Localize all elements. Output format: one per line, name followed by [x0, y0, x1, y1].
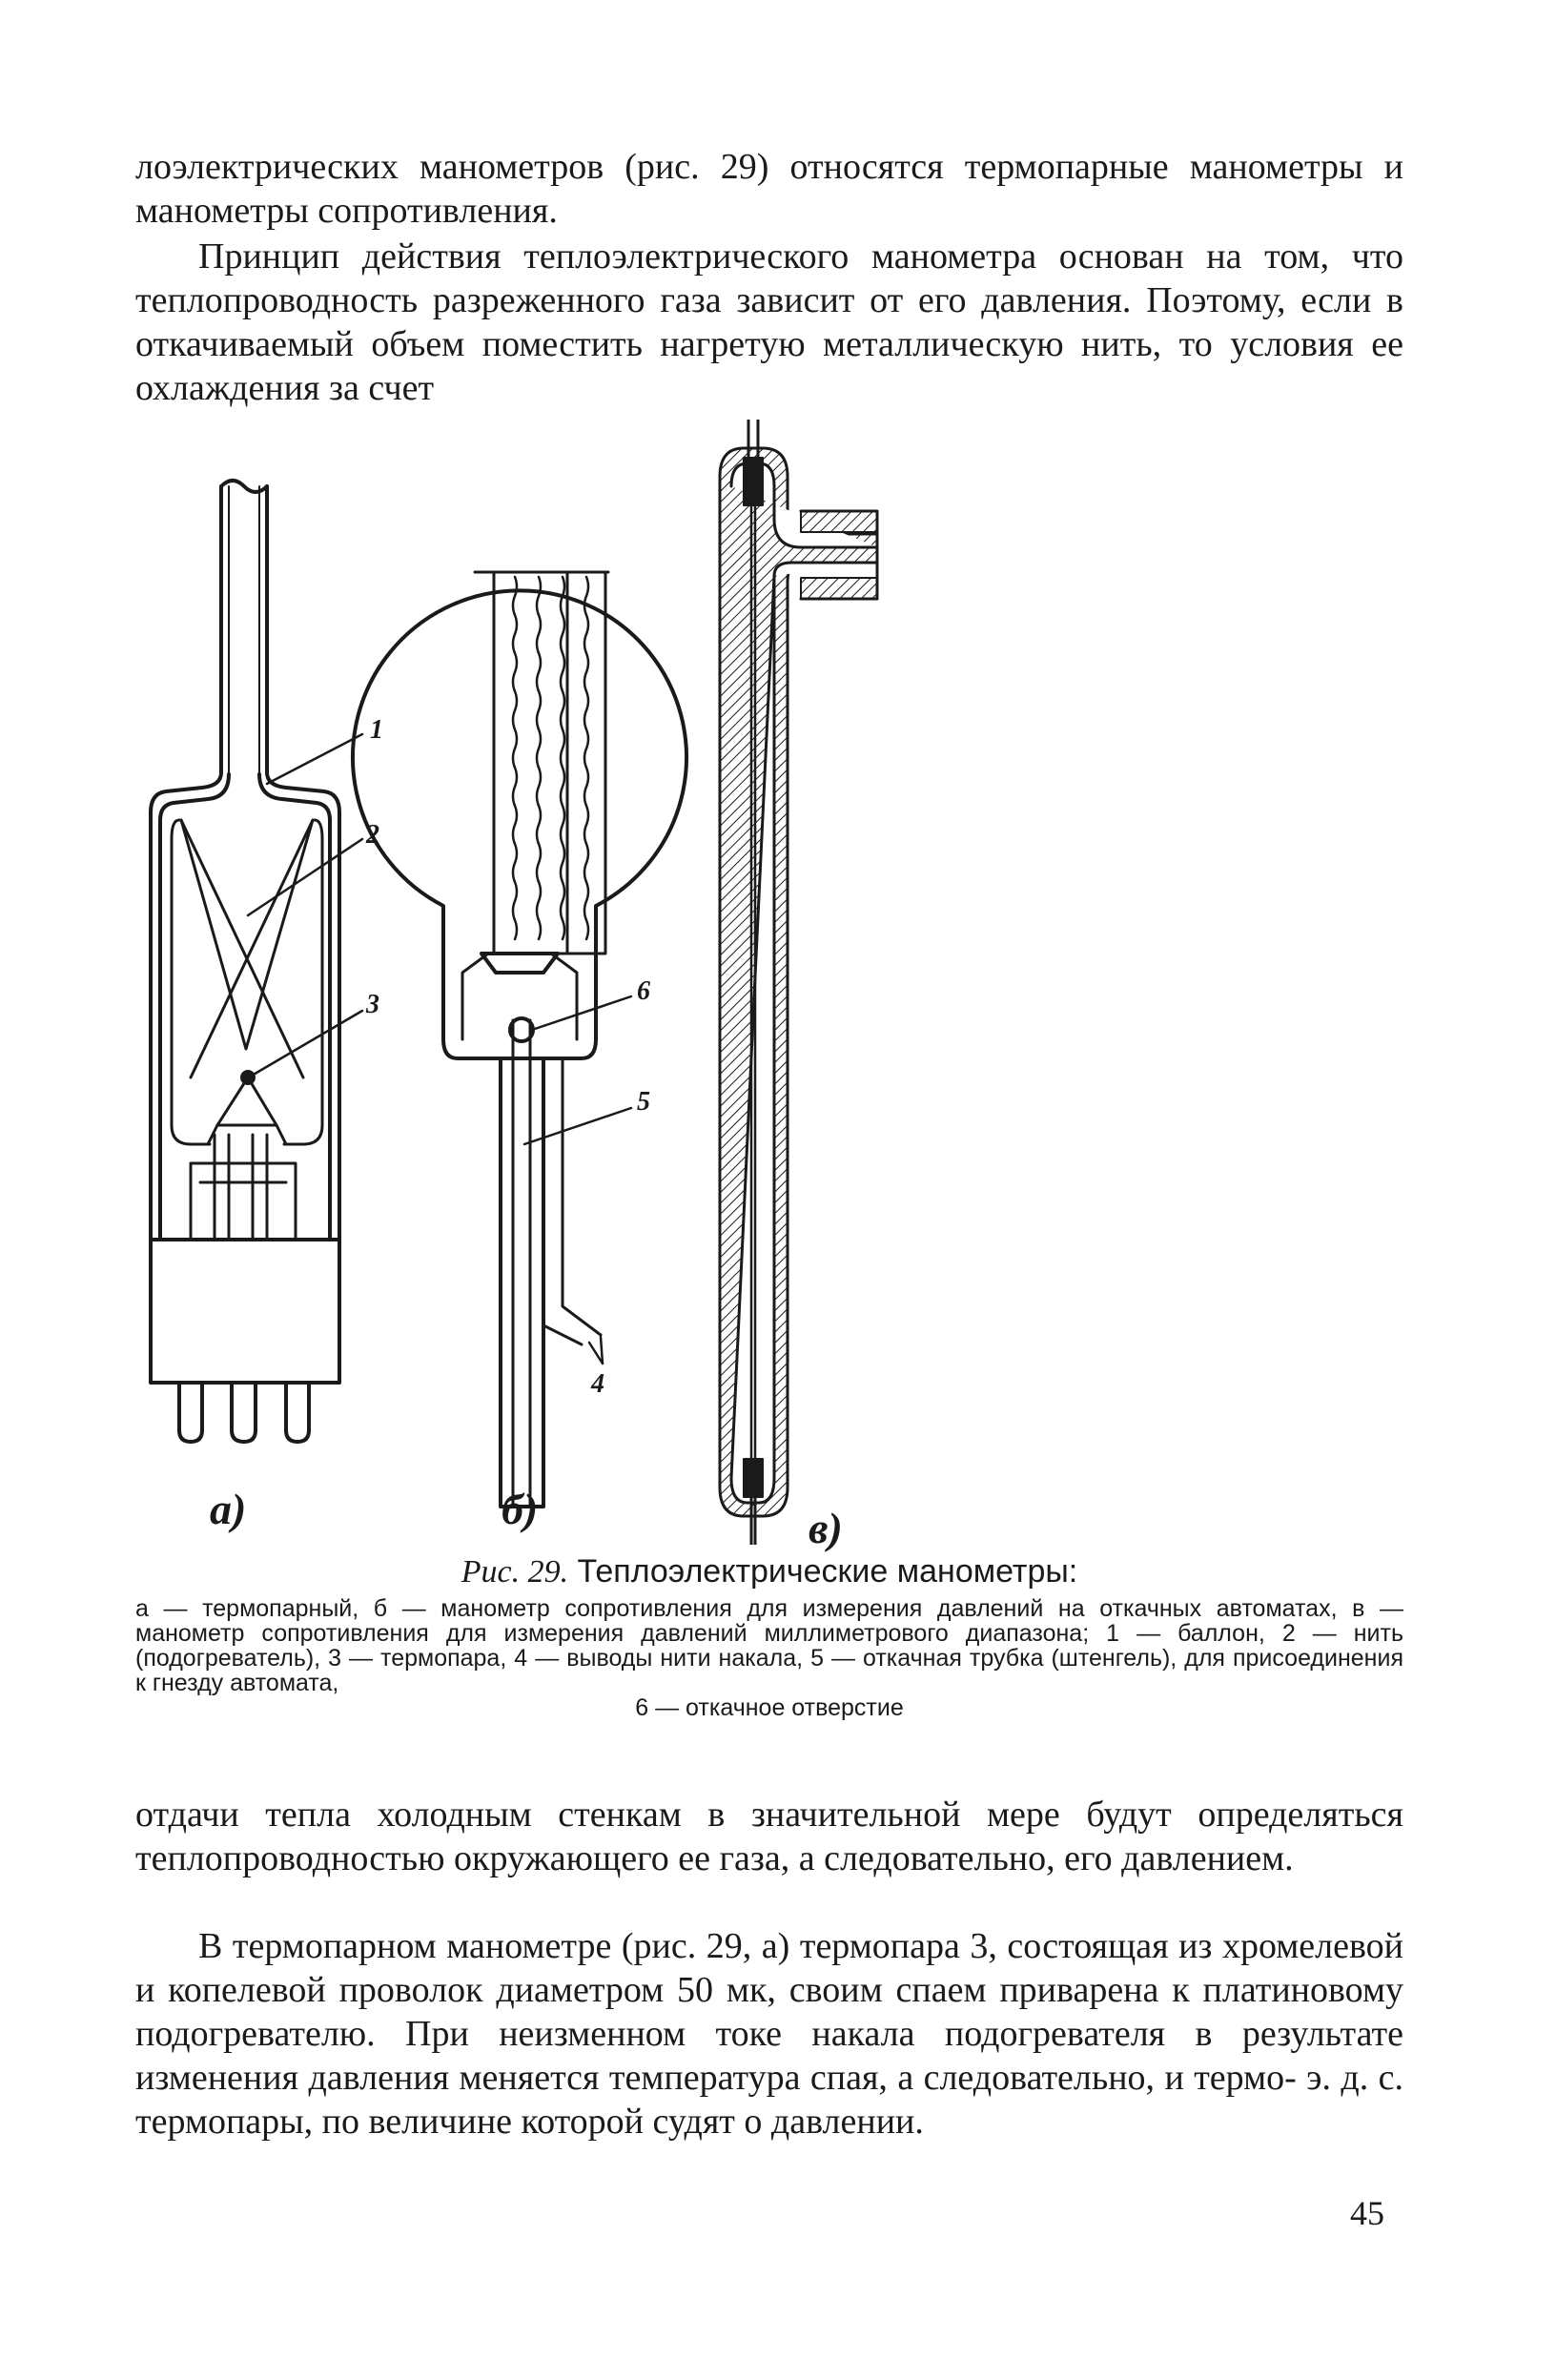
- figure-number: Рис. 29.: [461, 1554, 569, 1590]
- millimetre-manometer-drawing: [720, 420, 877, 1545]
- figure-29: [133, 420, 1430, 1552]
- figure-caption-legend: [135, 1596, 1403, 1720]
- label-thermocouple-3: 3: [366, 990, 379, 1019]
- sublabel-b: б): [502, 1485, 539, 1533]
- page-number: 45: [1350, 2194, 1384, 2232]
- paragraph-intro: лоэлектрических манометров (рис. 29) относятся термопарные манометры и манометры сопротивления.: [135, 147, 1403, 231]
- resistance-manometer-drawing: [353, 572, 686, 1507]
- label-balloon-1: 1: [370, 715, 383, 745]
- figure-title: Теплоэлектрические манометры:: [577, 1553, 1078, 1590]
- label-exhaust-hole-6: 6: [637, 976, 650, 1006]
- sublabel-v: в): [809, 1504, 843, 1552]
- label-heater-2: 2: [366, 820, 379, 850]
- label-exhaust-tube-5: 5: [637, 1087, 650, 1117]
- figure-caption-title: [135, 1552, 1403, 1591]
- caption-legend-tail: 6 — откачное отверстие: [635, 1694, 904, 1721]
- paragraph-thermocouple: В термопарном манометре (рис. 29, а) термопара 3, состоящая из хромелевой и копелевой проволок диаметром 50 мк, своим спаем приварена к платиновому подогревателю. При неизменном токе накала подогревателя в результате изменения давления меняется температура спая, а следовательно, и термо- э. д. с. термопары, по величине которой судят о давлении.: [135, 1926, 1403, 2142]
- label-filament-leads-4: 4: [591, 1369, 604, 1399]
- paragraph-heat-transfer: отдачи тепла холодным стенкам в значительной мере будут определяться теплопроводностью окружающего ее газа, а следовательно, его давлением.: [135, 1795, 1403, 1878]
- caption-legend-text: а — термопарный, б — манометр сопротивления для измерения давлений на откачных автоматах, в — манометр сопротивления для измерения давлений миллиметрового диапазона; 1 — баллон, 2 — нить (подогреватель), 3 — термопара, 4 — выводы нити накала, 5 — откачная трубка (штенгель), для присоединения к гнезду автомата,: [135, 1595, 1403, 1696]
- sublabel-a: а): [210, 1485, 247, 1533]
- paragraph-principle: Принцип действия теплоэлектрического манометра основан на том, что теплопроводность разреженного газа зависит от его давления. Поэтому, если в откачиваемый объем поместить нагретую металлическую нить, то условия ее охлаждения за счет: [135, 236, 1403, 408]
- thermocouple-manometer-drawing: [151, 481, 362, 1442]
- manometers-illustration: [133, 420, 1430, 1545]
